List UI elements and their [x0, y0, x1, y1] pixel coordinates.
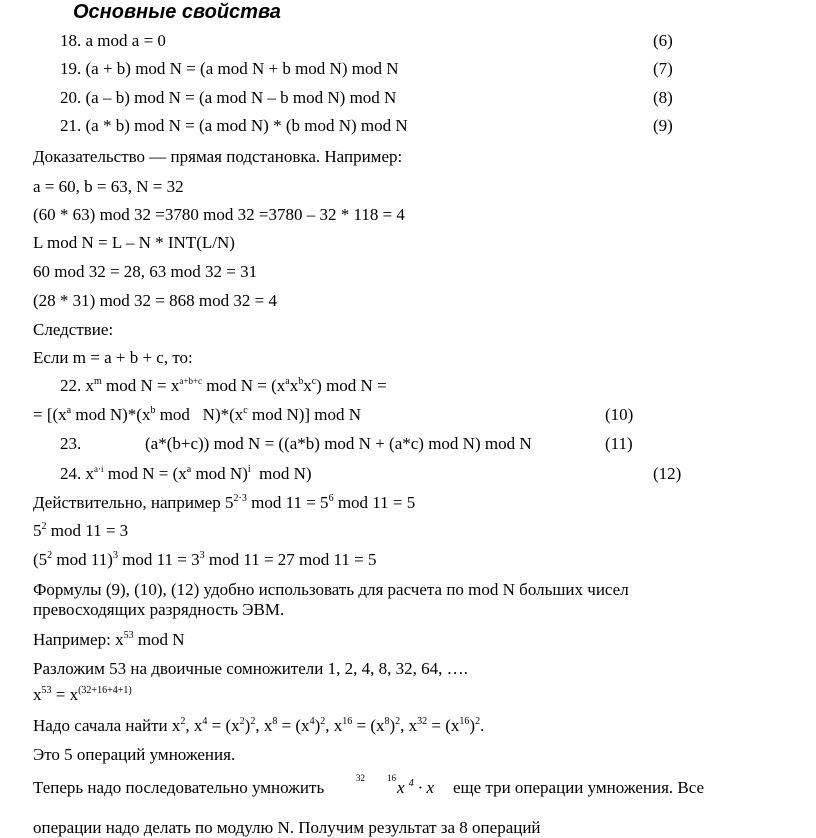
- example-calculation: (60 * 63) mod 32 =3780 mod 32 =3780 – 32 * 118 = 4: [33, 205, 405, 224]
- formulas-note-line-2: превосходящих разрядность ЭВМ.: [33, 600, 285, 619]
- then-multiply-label: Теперь надо последовательно умножить: [33, 778, 325, 797]
- last-line: операции надо делать по модулю N. Получим результат за 8 операций: [33, 818, 541, 837]
- formula-sup-16: 16: [387, 773, 396, 783]
- property-22: 22. $x^m$ mod $N = x^{a+b+c}$ mod $N = (x^ax^bx^c)$ mod N =: [60, 376, 387, 395]
- then-multiply-tail: еще три операции умножения. Все: [453, 778, 705, 797]
- example-square: $5^2$ mod 11 = 3: [33, 521, 129, 540]
- equation-number-11: (11): [605, 434, 633, 453]
- property-18: 18. a mod a = 0: [60, 31, 166, 50]
- example-power: Действительно, например $5^{2\cdot 3}$ mod $11 = 5^6$ mod 11 = 5: [33, 493, 416, 512]
- property-23: (a*(b+c)) mod N = ((a*b) mod N + (a*c) mod N) mod N: [145, 434, 532, 453]
- proof-intro: Доказательство — прямая подстановка. Например:: [33, 147, 403, 166]
- property-22-continued: = [($x^a$ mod $N)*(x^b$ mod $N)*(x^c$ mod N)] mod N: [33, 405, 362, 424]
- formulas-note-line-1: Формулы (9), (10), (12) удобно использовать для расчета по mod N больших чисел: [33, 580, 629, 599]
- property-21: 21. (a * b) mod N = (a mod N) * (b mod N) mod N: [60, 116, 408, 135]
- property-24: 24. $x^{a\cdot i}$ mod $N = (x^a$ mod N)$^i$ mod N): [60, 464, 312, 483]
- equation-number-9: (9): [653, 116, 673, 135]
- mods-line: 60 mod 32 = 28, 63 mod 32 = 31: [33, 262, 258, 281]
- equation-number-6: (6): [653, 31, 673, 50]
- equation-number-10: (10): [605, 405, 634, 424]
- find-powers-line: Надо сачала найти $x^2$, $x^4 = (x^2)^2$, $x^8 = (x^4)^2$, $x^{16} = (x^8)^2$, $x^{32} = (x^{16})^2$.: [33, 716, 485, 735]
- x53-decomposition: $x^{53} = x^{(32+16+4+1)}$: [33, 685, 132, 704]
- property-20: 20. (a – b) mod N = (a mod N – b mod N) mod N: [60, 88, 397, 107]
- product-line: (28 * 31) mod 32 = 868 mod 32 = 4: [33, 291, 277, 310]
- example-cube: ($5^2$ mod 11)$^3$ mod $11 = 3^3$ mod 11 = 27 mod 11 = 5: [33, 550, 377, 569]
- inline-formula: x $^4$ · x: [397, 778, 435, 797]
- property-19: 19. (a + b) mod N = (a mod N + b mod N) mod N: [60, 59, 399, 78]
- example-x53: Например: $x^{53}$ mod N: [33, 630, 185, 649]
- property-23-label: 23.: [60, 434, 82, 453]
- equation-number-8: (8): [653, 88, 673, 107]
- page-title: Основные свойства: [73, 1, 281, 23]
- equation-number-12: (12): [653, 464, 682, 483]
- corollary-label: Следствие:: [33, 320, 114, 339]
- if-line: Если m = a + b + c, то:: [33, 348, 193, 367]
- example-values: a = 60, b = 63, N = 32: [33, 177, 184, 196]
- lmod-formula: L mod N = L – N * INT(L/N): [33, 233, 235, 252]
- equation-number-7: (7): [653, 59, 673, 78]
- formula-sup-32: 32: [356, 773, 365, 783]
- five-operations: Это 5 операций умножения.: [33, 745, 236, 764]
- decompose-line: Разложим 53 на двоичные сомножители 1, 2, 4, 8, 32, 64, ….: [33, 659, 468, 678]
